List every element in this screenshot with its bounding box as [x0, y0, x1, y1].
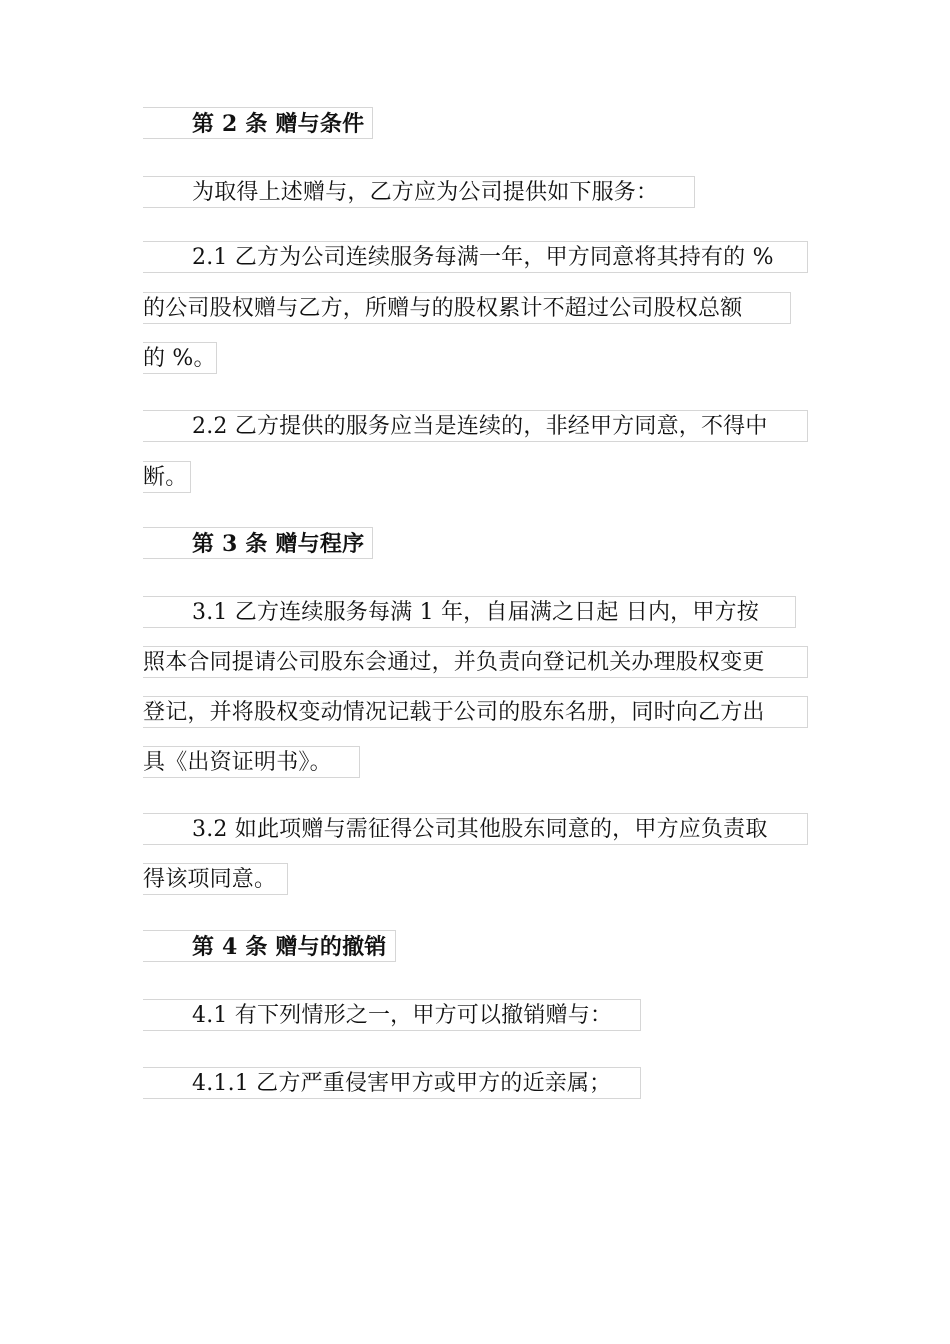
clause-3-1-line-2: 照本合同提请公司股东会通过，并负责向登记机关办理股权变更 [143, 646, 808, 678]
clause-4-1: 4.1 有下列情形之一，甲方可以撤销赠与： [143, 999, 641, 1031]
clause-3-2-line-2: 得该项同意。 [143, 863, 288, 895]
clause-3-1-line-1: 3.1 乙方连续服务每满 1 年，自届满之日起 日内，甲方按 [143, 596, 796, 628]
article-2-intro: 为取得上述赠与，乙方应为公司提供如下服务： [143, 176, 695, 208]
clause-2-1-line-3: 的 %。 [143, 342, 217, 374]
clause-2-2-line-1: 2.2 乙方提供的服务应当是连续的，非经甲方同意，不得中 [143, 410, 808, 442]
clause-3-1-line-3: 登记，并将股权变动情况记载于公司的股东名册，同时向乙方出 [143, 696, 808, 728]
clause-2-2-line-2: 断。 [143, 461, 191, 493]
article-2-heading: 第 2 条 赠与条件 [143, 107, 373, 139]
article-3-heading: 第 3 条 赠与程序 [143, 527, 373, 559]
clause-3-2-line-1: 3.2 如此项赠与需征得公司其他股东同意的，甲方应负责取 [143, 813, 808, 845]
clause-2-1-line-2: 的公司股权赠与乙方，所赠与的股权累计不超过公司股权总额 [143, 292, 791, 324]
clause-2-1-line-1: 2.1 乙方为公司连续服务每满一年，甲方同意将其持有的 % [143, 241, 808, 273]
article-4-heading: 第 4 条 赠与的撤销 [143, 930, 396, 962]
clause-3-1-line-4: 具《出资证明书》。 [143, 746, 360, 778]
clause-4-1-1: 4.1.1 乙方严重侵害甲方或甲方的近亲属； [143, 1067, 641, 1099]
